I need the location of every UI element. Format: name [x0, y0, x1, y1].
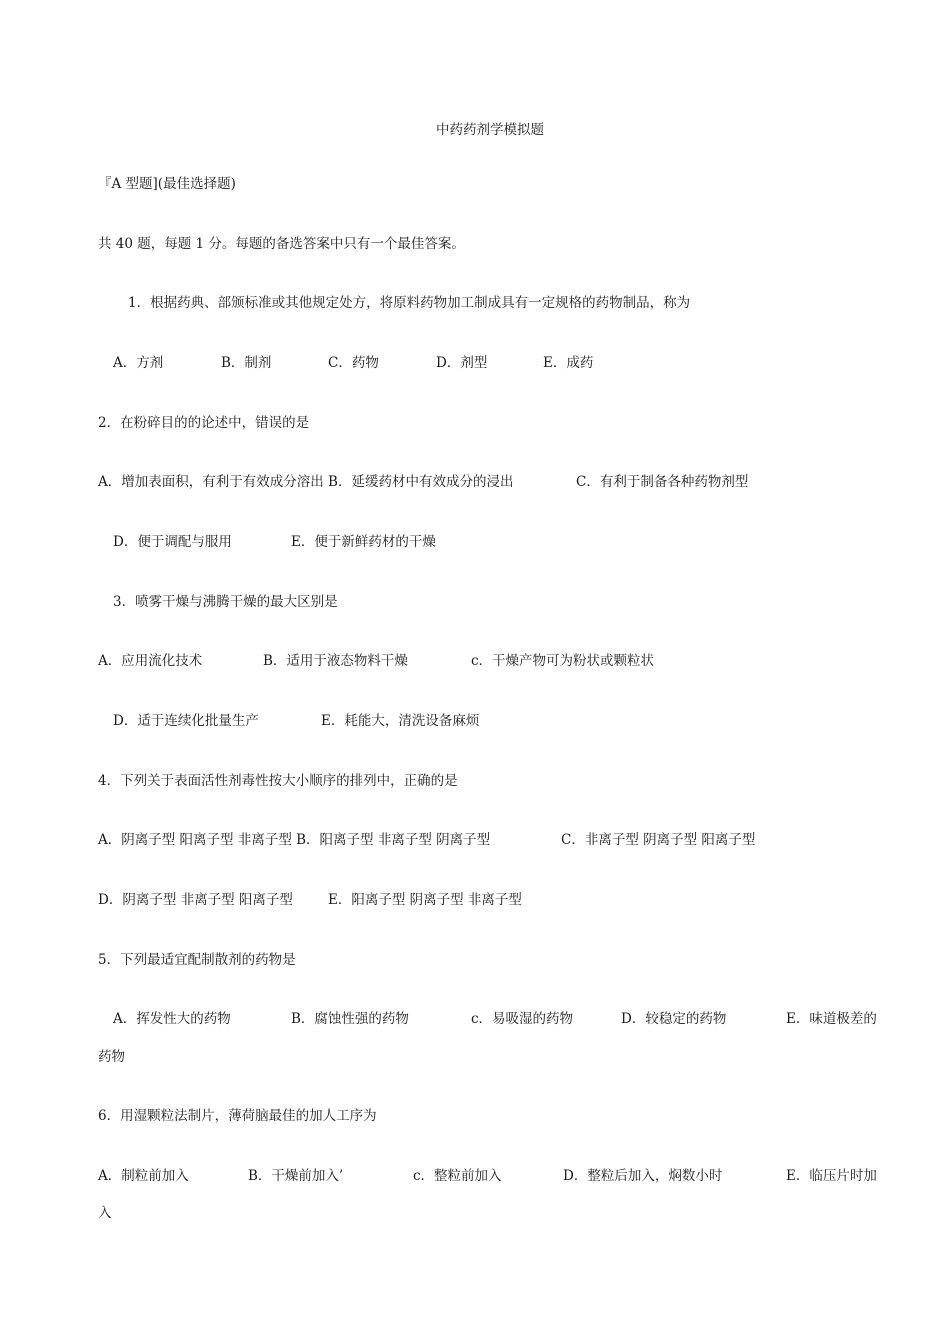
q6-option-e-continued: 入	[98, 1205, 112, 1221]
document-title: 中药药剂学模拟题	[436, 122, 544, 138]
q1-option-a: A．方剂	[113, 355, 164, 371]
q4-option-ab: A．阴离子型 阳离子型 非离子型 B．阳离子型 非离子型 阴离子型	[98, 832, 491, 848]
question-4-stem-line	[0, 769, 950, 793]
question-3-stem: 3．喷雾干燥与沸腾干燥的最大区别是	[113, 594, 338, 610]
question-3-options-line-2	[0, 709, 950, 733]
question-1-stem: 1．根据药典、部颁标准或其他规定处方，将原料药物加工制成具有一定规格的药物制品，称为	[128, 295, 691, 311]
question-1-options-line	[0, 351, 950, 375]
question-6-stem-line	[0, 1104, 950, 1128]
question-4-options-line-2	[0, 888, 950, 912]
question-6-options-line-2	[0, 1201, 950, 1225]
q1-option-e: E．成药	[543, 355, 594, 371]
q5-option-e: E．味道极差的	[786, 1011, 877, 1027]
question-2-options-line-2	[0, 530, 950, 554]
section-heading: 『A 型题](最佳选择题)	[98, 176, 236, 192]
q1-option-b: B．制剂	[221, 355, 272, 371]
q4-option-c: C．非离子型 阴离子型 阳离子型	[561, 832, 756, 848]
q3-option-d: D．适于连续化批量生产	[113, 713, 259, 729]
question-4-stem: 4．下列关于表面活性剂毒性按大小顺序的排列中，正确的是	[98, 773, 458, 789]
q6-option-c: c．整粒前加入	[413, 1168, 502, 1184]
instructions: 共 40 题，每题 1 分。每题的备选答案中只有一个最佳答案。	[98, 236, 465, 252]
question-5-options-line-2	[0, 1045, 950, 1069]
question-1-stem-line	[0, 291, 950, 315]
question-5-stem: 5．下列最适宜配制散剂的药物是	[98, 952, 296, 968]
q6-option-e: E．临压片时加	[786, 1168, 877, 1184]
q1-option-c: C．药物	[328, 355, 379, 371]
question-5-stem-line	[0, 948, 950, 972]
q5-option-c: c．易吸湿的药物	[471, 1011, 574, 1027]
question-2-stem-line	[0, 411, 950, 435]
q3-option-b: B．适用于液态物料干燥	[263, 653, 408, 669]
q2-option-e: E．便于新鲜药材的干燥	[291, 534, 436, 550]
question-6-stem: 6．用湿颗粒法制片，薄荷脑最佳的加人工序为	[98, 1108, 377, 1124]
q1-option-d: D．剂型	[436, 355, 488, 371]
q3-option-a: A．应用流化技术	[98, 653, 203, 669]
question-3-options-line-1	[0, 649, 950, 673]
section-heading-line	[0, 172, 950, 196]
q5-option-b: B．腐蚀性强的药物	[291, 1011, 409, 1027]
question-3-stem-line	[0, 590, 950, 614]
q2-option-c: C．有利于制备各种药物剂型	[576, 474, 749, 490]
question-2-options-line-1	[0, 470, 950, 494]
q4-option-d: D．阴离子型 非离子型 阳离子型	[98, 892, 293, 908]
q5-option-a: A．挥发性大的药物	[113, 1011, 231, 1027]
q5-option-e-continued: 药物	[98, 1049, 125, 1065]
instructions-line	[0, 232, 950, 256]
q6-option-b: B．干燥前加入’	[248, 1168, 344, 1184]
q3-option-c: c．干燥产物可为粉状或颗粒状	[471, 653, 655, 669]
q4-option-e: E．阳离子型 阴离子型 非离子型	[328, 892, 522, 908]
question-5-options-line-1	[0, 1007, 950, 1031]
q6-option-d: D．整粒后加入，焖数小时	[563, 1168, 723, 1184]
question-2-stem: 2．在粉碎目的的论述中，错误的是	[98, 415, 310, 431]
q3-option-e: E．耗能大，清洗设备麻烦	[321, 713, 480, 729]
q6-option-a: A．制粒前加入	[98, 1168, 189, 1184]
q2-option-d: D．便于调配与服用	[113, 534, 232, 550]
q5-option-d: D．较稳定的药物	[621, 1011, 727, 1027]
question-4-options-line-1	[0, 828, 950, 852]
question-6-options-line-1	[0, 1164, 950, 1188]
q2-option-ab: A．增加表面积，有利于有效成分溶出 B．延缓药材中有效成分的浸出	[98, 474, 514, 490]
